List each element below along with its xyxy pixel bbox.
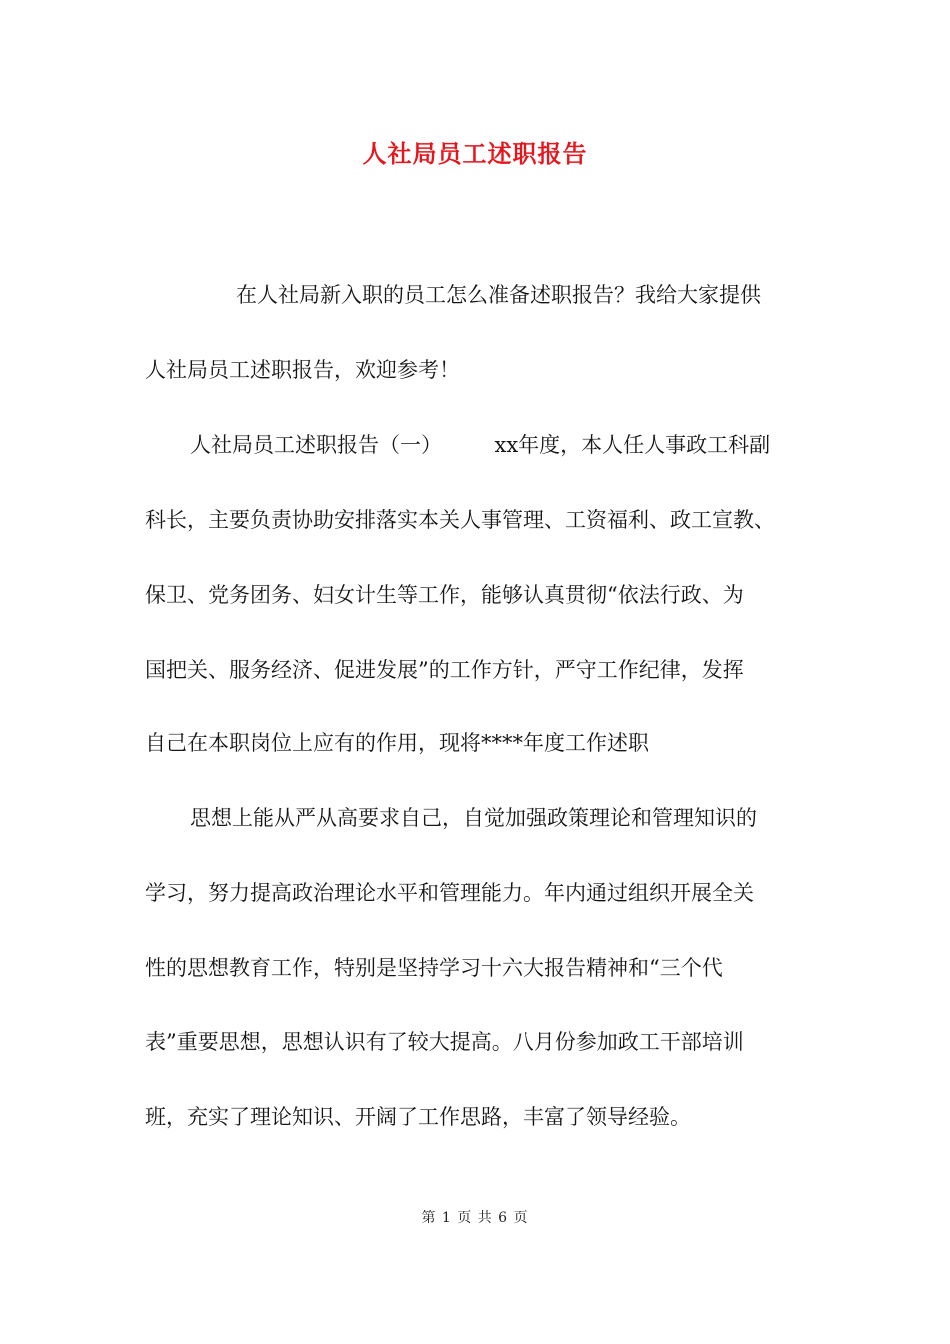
paragraph-line: 表”重要思想，思想认识有了较大提高。八月份参加政工干部培训 [145, 1030, 744, 1054]
paragraph-line: 性的思想教育工作，特别是坚持学习十六大报告精神和“三个代 [145, 956, 723, 980]
paragraph-line: 在人社局新入职的员工怎么准备述职报告？我给大家提供 [236, 283, 761, 307]
paragraph-line: 人社局员工述职报告，欢迎参考！ [145, 358, 460, 382]
paragraph-line: 科长，主要负责协助安排落实本关人事管理、工资福利、政工宣教、 [145, 508, 775, 532]
paragraph-line: 自己在本职岗位上应有的作用，现将****年度工作述职 [145, 731, 649, 755]
paragraph-line: 班，充实了理论知识、开阔了工作思路，丰富了领导经验。 [145, 1105, 691, 1129]
document-title: 人社局员工述职报告 [362, 139, 588, 168]
paragraph-line: 思想上能从严从高要求自己，自觉加强政策理论和管理知识的 [190, 806, 757, 830]
paragraph-line: 学习，努力提高政治理论水平和管理能力。年内通过组织开展全关 [145, 881, 754, 905]
paragraph-line: 保卫、党务团务、妇女计生等工作，能够认真贯彻“依法行政、为 [145, 583, 744, 607]
page-number-footer: 第 1 页 共 6 页 [421, 1210, 529, 1226]
paragraph-line: 国把关、服务经济、促进发展”的工作方针，严守工作纪律，发挥 [145, 658, 744, 682]
paragraph-line: 人社局员工述职报告（一） xx年度，本人任人事政工科副 [190, 433, 771, 457]
